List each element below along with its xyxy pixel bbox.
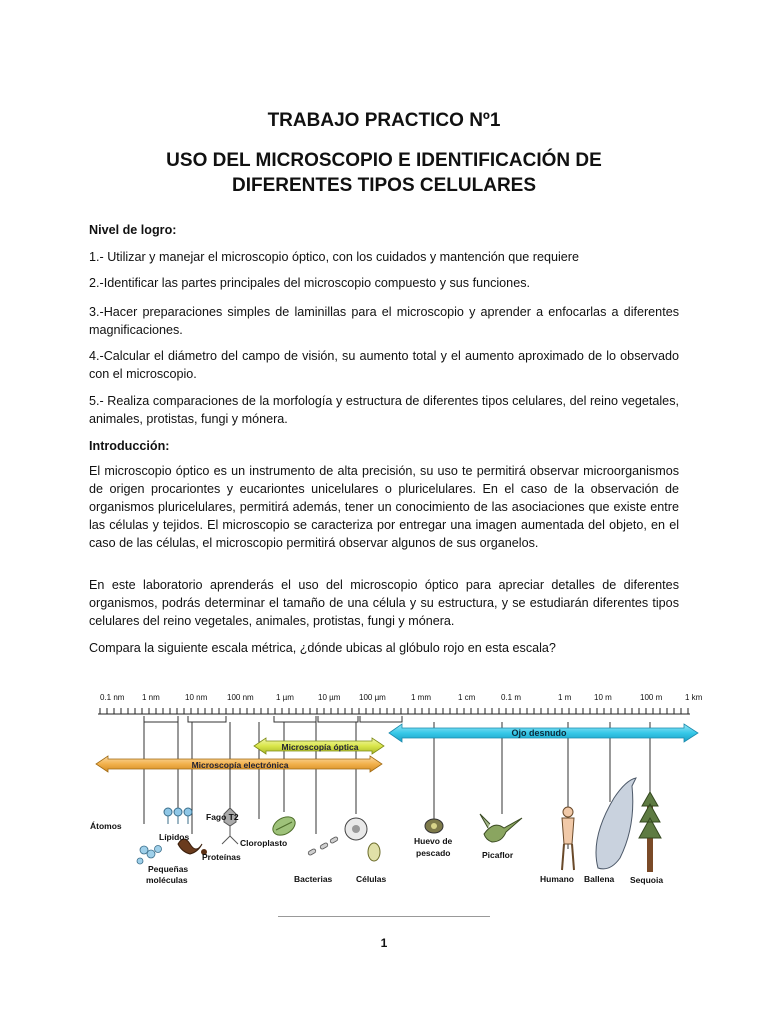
- question-text: Compara la siguiente escala métrica, ¿dónde ubicas al glóbulo rojo en esta escala?: [89, 641, 556, 655]
- lipidos-illustration: [164, 808, 192, 824]
- celulas-illustration: [345, 818, 380, 861]
- scale-label: 0.1 nm: [100, 693, 125, 702]
- scale-label: 1 cm: [458, 693, 476, 702]
- footer-divider: [278, 916, 490, 917]
- ruler: [98, 708, 690, 714]
- scale-label: 10 µm: [318, 693, 341, 702]
- microscopia-electronica-label: Microscopía electrónica: [191, 760, 289, 770]
- scale-label: 1 µm: [276, 693, 294, 702]
- scale-label: 1 m: [558, 693, 572, 702]
- huevo-label-1: Huevo de: [414, 836, 453, 846]
- microscopia-electronica-arrow: [96, 756, 382, 772]
- subtitle-line-1: USO DEL MICROSCOPIO E IDENTIFICACIÓN DE: [166, 150, 602, 171]
- ojo-desnudo-label: Ojo desnudo: [511, 728, 567, 738]
- scale-label: 100 nm: [227, 693, 254, 702]
- small-molecules-illustration: [137, 846, 162, 865]
- objective-3: 3.-Hacer preparaciones simples de laminillas para el microscopio y aprender a enfocarlas a diferentes magnificaciones.: [89, 305, 679, 337]
- objective-5: 5.- Realiza comparaciones de la morfología y estructura de diferentes tipos celulares, del reino vegetales, animales, protistas, fungi y mónera.: [89, 394, 679, 426]
- cloroplasto-illustration: [270, 813, 299, 839]
- pointer-lines: [144, 722, 650, 849]
- picaflor-label: Picaflor: [482, 850, 514, 860]
- nivel-heading: Nivel de logro:: [89, 223, 177, 237]
- objective-4: 4.-Calcular el diámetro del campo de visión, su aumento total y el aumento aproximado de lo observado con el microscopio.: [89, 349, 679, 381]
- scale-label: 10 nm: [185, 693, 208, 702]
- microscopia-optica-arrow: [254, 738, 384, 754]
- sequoia-label: Sequoia: [630, 875, 664, 885]
- objective-1: 1.- Utilizar y manejar el microscopio óptico, con los cuidados y mantención que requiere: [89, 250, 579, 264]
- celulas-label: Células: [356, 874, 387, 884]
- scale-labels: [100, 693, 703, 702]
- sequoia-illustration: [639, 792, 661, 872]
- scale-label: 1 nm: [142, 693, 160, 702]
- ruler-brackets: [144, 716, 402, 722]
- picaflor-illustration: [480, 814, 522, 842]
- cloroplasto-label: Cloroplasto: [240, 838, 288, 848]
- ballena-label: Ballena: [584, 874, 615, 884]
- metric-scale-figure: [84, 684, 703, 894]
- huevo-illustration: [425, 819, 443, 833]
- scale-label: 10 m: [594, 693, 612, 702]
- scale-label: 1 km: [685, 693, 703, 702]
- subtitle-line-2: DIFERENTES TIPOS CELULARES: [231, 175, 537, 196]
- scale-label: 100 µm: [359, 693, 386, 702]
- page-title: TRABAJO PRACTICO Nº1: [267, 110, 501, 131]
- intro-paragraph-1: El microscopio óptico es un instrumento de alta precisión, su uso te permitirá observar microorganismos de origen procariontes y eucariontes unicelulares o pluricelulares. En el caso de la observación de organismos pluricelulares, permitirá además, tener un conocimiento de las asociaciones que existe entre las células y tejidos. El microscopio se caracteriza por entregar una imagen aumentada del objeto, en el caso de las células, el microscopio permitirá observar algunos de sus organelos.: [89, 464, 679, 550]
- fago-label: Fago T2: [206, 812, 239, 822]
- intro-paragraph-2: En este laboratorio aprenderás el uso del microscopio óptico para apreciar detalles de diferentes organismos, podrás determinar el tamaño de una célula y su estructura, y se estudiarán diferentes tipos celulares del reino vegetales, animales, protistas, fungi y mónera.: [89, 578, 679, 628]
- huevo-label-2: pescado: [416, 848, 451, 858]
- proteinas-label: Proteínas: [202, 852, 241, 862]
- objective-2: 2.-Identificar las partes principales del microscopio compuesto y sus funciones.: [89, 276, 530, 290]
- page-number: 1: [380, 936, 388, 950]
- pequenas-label-1: Pequeñas: [148, 864, 189, 874]
- scale-label: 100 m: [640, 693, 663, 702]
- humano-label: Humano: [540, 874, 574, 884]
- scale-label: 1 mm: [411, 693, 431, 702]
- humano-illustration: [562, 807, 574, 870]
- bacterias-label: Bacterias: [294, 874, 333, 884]
- pequenas-label-2: moléculas: [146, 875, 188, 885]
- page-subtitle: [89, 148, 679, 198]
- bacterias-illustration: [308, 836, 339, 855]
- lipidos-label: Lípidos: [159, 832, 190, 842]
- atomos-label: Átomos: [90, 821, 122, 831]
- intro-heading: Introducción:: [89, 439, 170, 453]
- ballena-illustration: [596, 778, 636, 869]
- microscopia-optica-label: Microscopía óptica: [281, 742, 359, 752]
- scale-label: 0.1 m: [501, 693, 522, 702]
- ojo-desnudo-arrow: [389, 724, 698, 742]
